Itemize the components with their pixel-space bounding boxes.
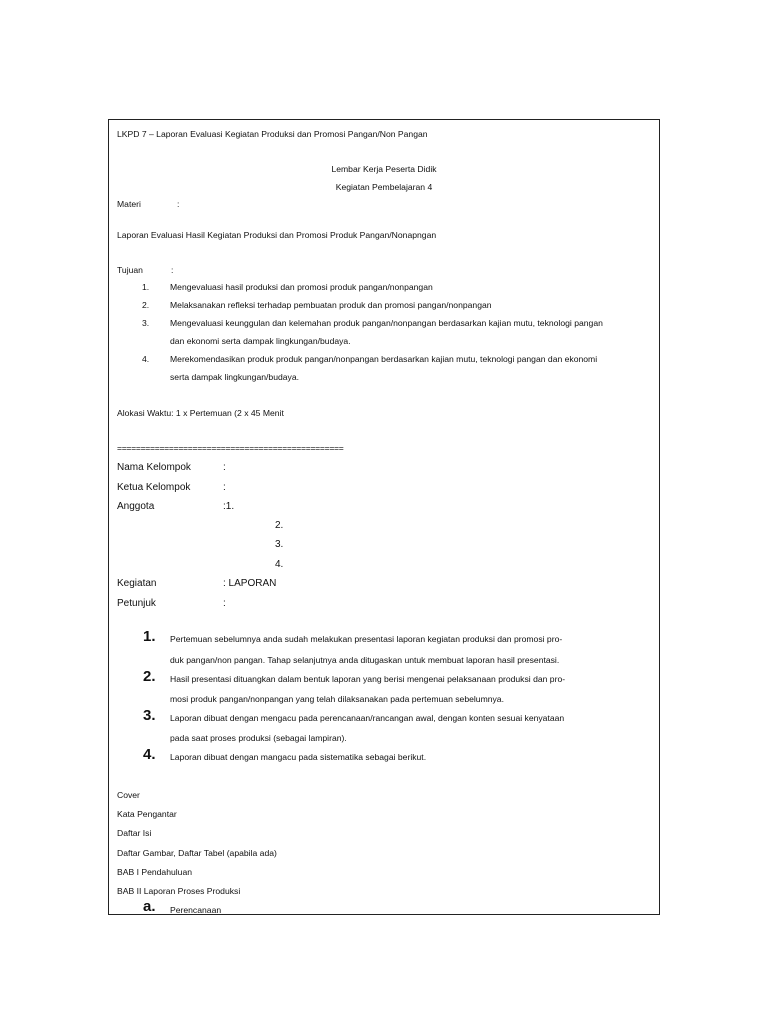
tujuan-number: 2.	[142, 300, 150, 310]
petunjuk-item-text: Pertemuan sebelumnya anda sudah melakukan presentasi laporan kegiatan produksi dan promosi pro-	[170, 634, 563, 644]
document-header: LKPD 7 – Laporan Evaluasi Kegiatan Produksi dan Promosi Pangan/Non Pangan	[117, 129, 428, 139]
ketua-kelompok-label: Ketua Kelompok	[117, 482, 191, 493]
materi-label: Materi	[117, 199, 141, 209]
anggota-value-2: 2.	[275, 520, 284, 531]
sistematika-item: Cover	[117, 790, 140, 800]
tujuan-item-text: serta dampak lingkungan/budaya.	[170, 372, 299, 382]
sistematika-item: Daftar Isi	[117, 828, 152, 838]
anggota-label: Anggota	[117, 501, 155, 512]
petunjuk-number: 2.	[143, 668, 156, 685]
tujuan-item-text: Melaksanakan refleksi terhadap pembuatan produk dan promosi pangan/nonpangan	[170, 300, 492, 310]
tujuan-item-text: Mengevaluasi keunggulan dan kelemahan produk pangan/nonpangan berdasarkan kajian mutu, teknologi pangan	[170, 318, 603, 328]
petunjuk-number: 4.	[143, 746, 156, 763]
anggota-value-4: 4.	[275, 559, 284, 570]
tujuan-item-text: Mengevaluasi hasil produksi dan promosi produk pangan/nonpangan	[170, 282, 433, 292]
petunjuk-item-text: Hasil presentasi dituangkan dalam bentuk laporan yang berisi mengenai pelaksanaan produksi dan pro-	[170, 674, 566, 684]
kegiatan-label: Kegiatan	[117, 578, 157, 589]
sistematika-item: Kata Pengantar	[117, 809, 177, 819]
petunjuk-number: 3.	[143, 707, 156, 724]
petunjuk-item-text: Laporan dibuat dengan mangacu pada sistematika sebagai berikut.	[170, 752, 427, 762]
petunjuk-item-text: Laporan dibuat dengan mengacu pada perencanaan/rancangan awal, dengan konten sesuai kenyataan	[170, 713, 565, 723]
tujuan-colon: :	[171, 265, 174, 275]
ketua-kelompok-value: :	[223, 482, 226, 493]
petunjuk-item-text: mosi produk pangan/nonpangan yang telah dilaksanakan pada pertemuan sebelumnya.	[170, 694, 504, 704]
petunjuk-item-text: pada saat proses produksi (sebagai lampiran).	[170, 733, 347, 743]
sistematika-item: BAB II Laporan Proses Produksi	[117, 886, 241, 896]
tujuan-item-text: dan ekonomi serta dampak lingkungan/budaya.	[170, 336, 351, 346]
petunjuk-item-text: duk pangan/non pangan. Tahap selanjutnya anda ditugaskan untuk membuat laporan hasil presentasi.	[170, 655, 560, 665]
tujuan-number: 1.	[142, 282, 150, 292]
kegiatan-value: : LAPORAN	[223, 578, 277, 589]
nama-kelompok-label: Nama Kelompok	[117, 462, 191, 473]
tujuan-number: 3.	[142, 318, 150, 328]
petunjuk-label: Petunjuk	[117, 598, 156, 609]
title-lembar-kerja: Lembar Kerja Peserta Didik	[331, 164, 437, 174]
petunjuk-value: :	[223, 598, 226, 609]
anggota-value-3: 3.	[275, 539, 284, 550]
sistematika-item: Daftar Gambar, Daftar Tabel (apabila ada)	[117, 848, 277, 858]
materi-colon: :	[177, 199, 180, 209]
materi-text: Laporan Evaluasi Hasil Kegiatan Produksi dan Promosi Produk Pangan/Nonapngan	[117, 230, 437, 240]
title-kegiatan-pembelajaran: Kegiatan Pembelajaran 4	[335, 182, 433, 192]
tujuan-item-text: Merekomendasikan produk produk pangan/nonpangan berdasarkan kajian mutu, teknologi pangan dan ekonomi	[170, 354, 598, 364]
sistematika-item: BAB I Pendahuluan	[117, 867, 193, 877]
document-page	[108, 119, 660, 915]
anggota-value-1: :1.	[223, 501, 235, 512]
tujuan-label: Tujuan	[117, 265, 143, 275]
alokasi-waktu: Alokasi Waktu: 1 x Pertemuan (2 x 45 Menit	[117, 408, 284, 418]
sub-item-text: Perencanaan	[170, 905, 222, 915]
separator-line: ================================================	[117, 443, 344, 453]
petunjuk-number: 1.	[143, 628, 156, 645]
sub-item-letter: a.	[143, 898, 156, 915]
nama-kelompok-value: :	[223, 462, 226, 473]
tujuan-number: 4.	[142, 354, 150, 364]
